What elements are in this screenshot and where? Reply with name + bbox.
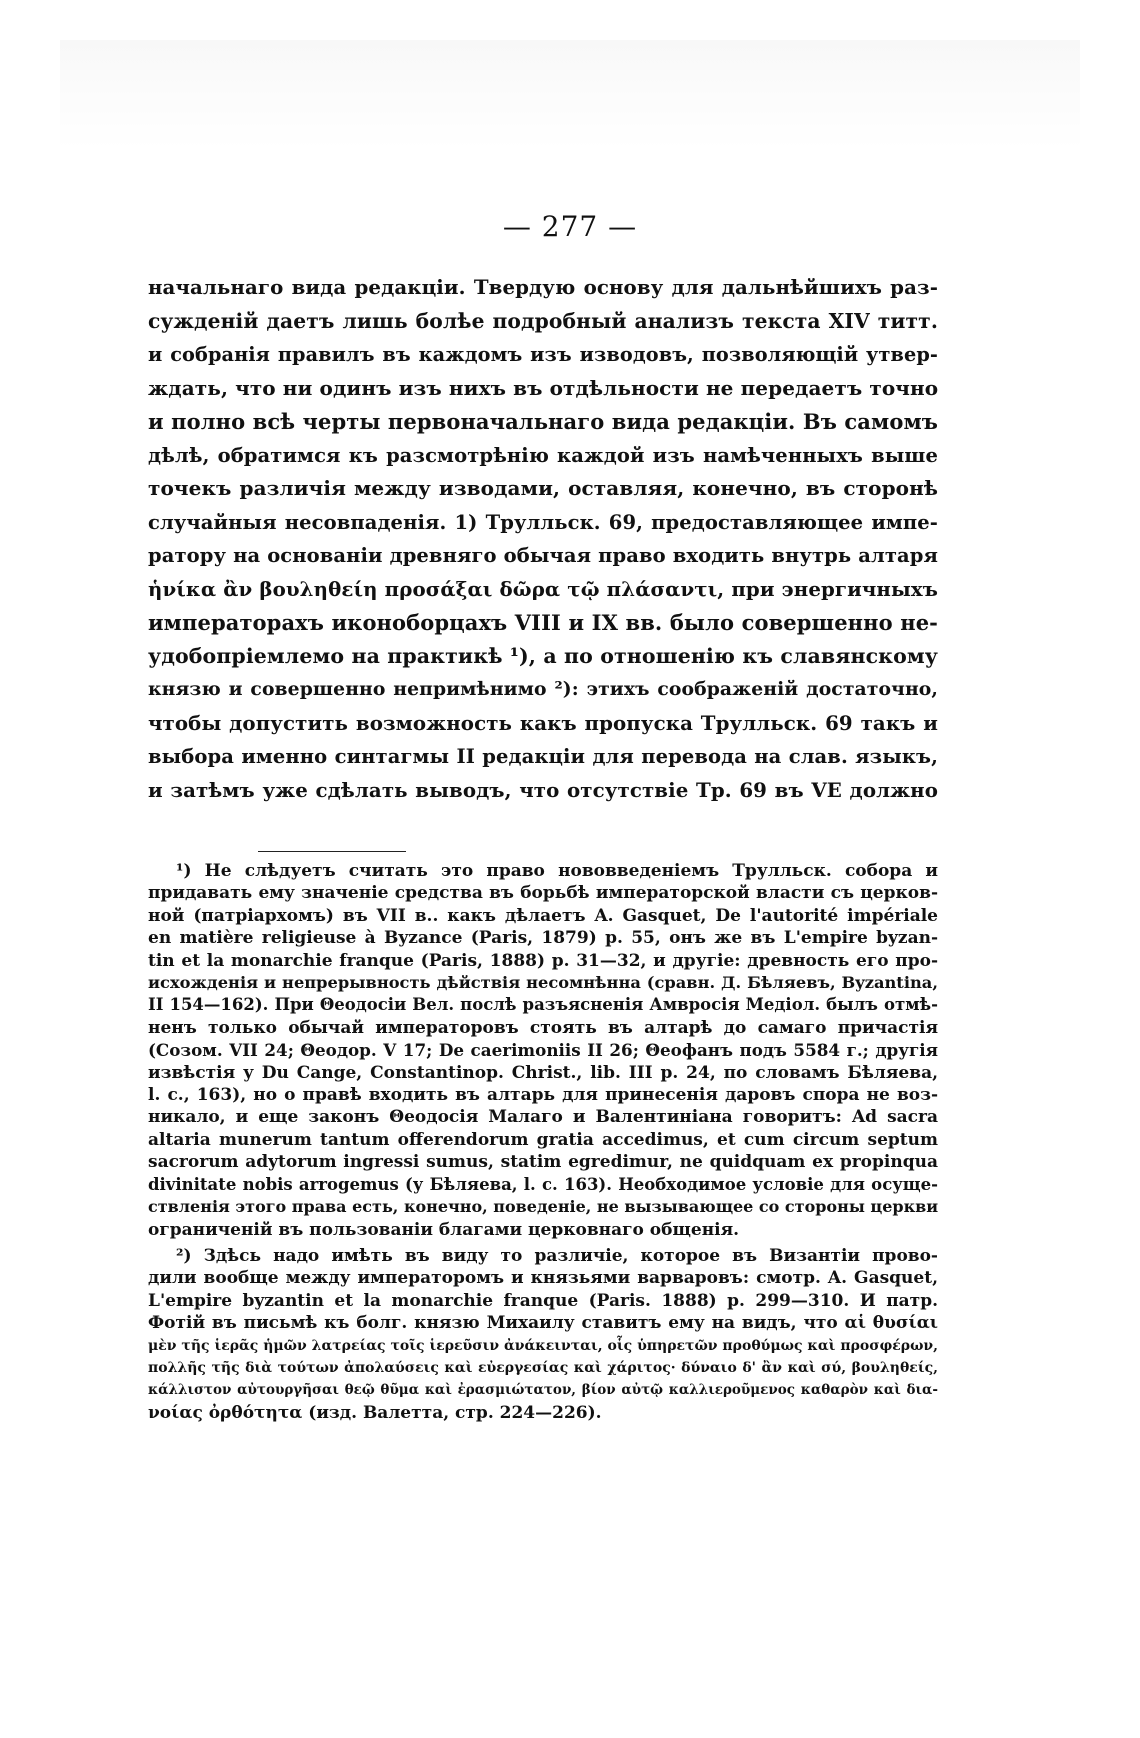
footnote-line: νοίας ὀρθότητα (изд. Валетта, стр. 224—226). (148, 1402, 602, 1423)
footnotes-block (148, 860, 938, 1424)
footnote-line: sacrorum adytorum ingressi sumus, statim egredimur, ne quidquam ex propinqua (148, 1152, 938, 1173)
text-line: выбора именно синтагмы II редакціи для перевода на слав. языкъ, (148, 745, 938, 768)
footnote-line: II 154—162). При Θеодосіи Вел. послѣ разъясненія Амвросія Медіол. былъ отмѣ- (148, 995, 938, 1015)
footnote-separator (258, 851, 406, 852)
text-line: ждать, что ни одинъ изъ нихъ въ отдѣльности не передаетъ точно (148, 375, 939, 400)
text-line: сужденій даетъ лишь болѣе подробный анализъ текста XIV титт. (148, 308, 938, 333)
scan-shadow (60, 40, 1080, 150)
footnote-line: ¹) Не слѣдуетъ считать это право нововведеніемъ Трулльск. собора и (176, 861, 938, 881)
footnote-line: L'empire byzantin et la monarchie franque (Paris. 1888) p. 299—310. И патр. (148, 1290, 938, 1311)
footnote-line: исхожденія и непрерывность дѣйствія несомнѣнна (сравн. Д. Бѣляевъ, Byzantina, (148, 973, 938, 993)
footnote-line: никало, и еще законъ Θеодосія Малаго и Валентиніана говоритъ: Ad sacra (148, 1107, 938, 1128)
footnote-2 (148, 1245, 938, 1424)
footnote-line-greek: κάλλιστον αὐτουργῆσαι θεῷ θῦμα καὶ ἐρασμιώτατον, βίον αὐτῷ καλλιεροῦμενος καθαρὸν καὶ δια- (148, 1382, 938, 1399)
text-line: императорахъ иконоборцахъ VIII и IX вв. было совершенно не- (148, 610, 938, 635)
text-line-greek: ἡνίκα ἂν βουληθείη προσάξαι δῶρα τῷ πλάσαντι, при энергичныхъ (148, 576, 938, 601)
text-line: точекъ различія между изводами, оставляя, конечно, въ сторонѣ (148, 476, 938, 500)
footnote-line: en matière religieuse à Byzance (Paris, 1879) p. 55, онъ же въ L'empire byzan- (148, 928, 938, 949)
footnote-line: ограниченій въ пользованіи благами церковнаго общенія. (148, 1219, 740, 1240)
footnote-line-greek: πολλῆς τῆς διὰ τούτων ἀπολαύσεις καὶ εὐεργεσίας καὶ χάριτος· δύναιο δ' ἂν καὶ σύ, βουληθείς, (148, 1359, 938, 1376)
text-line: начальнаго вида редакціи. Твердую основу для дальнѣйшихъ раз- (148, 275, 938, 299)
footnote-line: ствленія этого права есть, конечно, поведеніе, не вызывающее со стороны церкви (148, 1197, 939, 1217)
main-text-block (148, 271, 938, 807)
text-line: случайныя несовпаденія. 1) Трулльск. 69, предоставляющее импе- (148, 510, 938, 534)
footnote-line: ²) Здѣсь надо имѣть въ виду то различіе, которое въ Византіи прово- (176, 1245, 938, 1266)
text-line: и полно всѣ черты первоначальнаго вида редакціи. Въ самомъ (148, 409, 938, 434)
page-number: — 277 — (502, 210, 638, 243)
text-line: и собранія правилъ въ каждомъ изъ изводовъ, позволяющій утвер- (148, 343, 938, 366)
text-line: дѣлѣ, обратимся къ разсмотрѣнію каждой изъ намѣченныхъ выше (148, 443, 938, 467)
text-line: удобопріемлемо на практикѣ ¹), а по отношенію къ славянскому (148, 643, 938, 668)
footnote-line: (Созом. VII 24; Θеодор. V 17; De caerimoniis II 26; Θеофанъ подъ 5584 г.; другія (148, 1040, 938, 1061)
text-line: ратору на основаніи древняго обычая право входить внутрь алтаря (148, 544, 938, 567)
footnote-line: divinitate nobis arrogemus (у Бѣляева, l. c. 163). Необходимое условіе для осуще- (148, 1174, 938, 1194)
text-line: и затѣмъ уже сдѣлать выводъ, что отсутствіе Тр. 69 въ VE должно (148, 777, 938, 802)
footnote-line: l. c., 163), но о правѣ входить въ алтарь для принесенія даровъ спора не воз- (148, 1085, 938, 1106)
footnote-line: дили вообще между императоромъ и князьями варваровъ: смотр. A. Gasquet, (148, 1268, 938, 1289)
text-line: чтобы допустить возможность какъ пропуска Трулльск. 69 такъ и (148, 710, 938, 735)
footnote-line: Фотій въ письмѣ къ болг. князю Михаилу ставитъ ему на видъ, что αἱ θυσίαι (148, 1313, 938, 1334)
footnote-line: извѣстія у Du Cange, Constantinop. Christ., lib. III p. 24, по словамъ Бѣляева, (148, 1062, 938, 1083)
footnote-line: ной (патріархомъ) въ VII в.. какъ дѣлаетъ A. Gasquet, De l'autorité impériale (148, 905, 938, 926)
text-line: князю и совершенно непримѣнимо ²): этихъ соображеній достаточно, (148, 678, 938, 700)
footnote-1 (148, 860, 938, 1241)
footnote-line: tin et la monarchie franque (Paris, 1888) p. 31—32, и другіе: древность его про- (148, 950, 938, 971)
footnote-line-greek: μὲν τῆς ἱερᾶς ἡμῶν λατρείας τοῖς ἱερεῦσιν ἀνάκεινται, οἷς ὑπηρετῶν προθύμως καὶ προσφέρων, (148, 1337, 938, 1354)
footnote-line: altaria munerum tantum offerendorum gratia accedimus, et cum circum septum (148, 1129, 938, 1150)
footnote-line: придавать ему значеніе средства въ борьбѣ императорской власти съ церков- (148, 883, 938, 904)
footnote-line: ненъ только обычай императоровъ стоять въ алтарѣ до самаго причастія (148, 1017, 938, 1038)
